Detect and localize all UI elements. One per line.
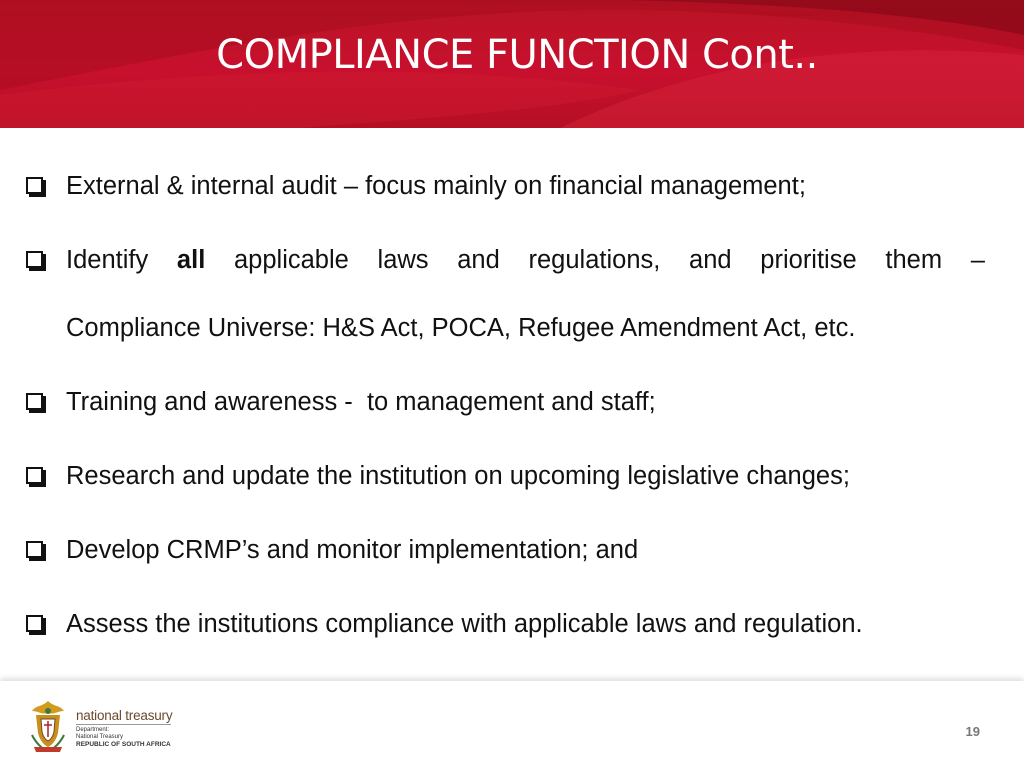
word: Identify [66,246,149,274]
bullet-text: External & internal audit – focus mainly on financial management; [66,172,806,200]
bullet-text-continued: Compliance Universe: H&S Act, POCA, Refugee Amendment Act, etc. [66,314,856,342]
coat-of-arms-icon [28,699,68,753]
word: them [885,246,943,274]
slide-footer [0,681,1024,768]
word: – [970,246,985,274]
checkbox-bullet-icon [26,177,43,194]
bullet-text: Training and awareness - to management and staff; [66,388,656,416]
checkbox-bullet-icon [26,541,43,558]
republic-label: REPUBLIC OF SOUTH AFRICA [76,741,171,748]
word: applicable [233,246,349,274]
checkbox-bullet-icon [26,615,43,632]
word: laws [377,246,429,274]
bullet-text: Research and update the institution on upcoming legislative changes; [66,462,850,490]
bullet-item [23,459,985,493]
bullet-item [23,385,985,419]
word: regulations, [528,246,661,274]
slide-title: COMPLIANCE FUNCTION Cont.. [216,32,818,78]
emphasis-word: all [176,246,206,274]
checkbox-bullet-icon [26,393,43,410]
department-label: Department: [76,727,110,733]
page-number: 19 [965,724,980,739]
word: and [689,246,732,274]
bullet-item [23,243,985,345]
bullet-text [66,243,985,277]
bullet-item [23,533,985,567]
bullet-item [23,169,985,203]
brand-divider [76,724,171,725]
bullet-item [23,607,985,641]
department-name: National Treasury [76,734,124,740]
checkbox-bullet-icon [26,467,43,484]
word: prioritise [760,246,857,274]
bullet-text: Develop CRMP’s and monitor implementation; and [66,536,639,564]
bullet-text: Assess the institutions compliance with applicable laws and regulation. [66,610,863,638]
brand-name: national treasury [76,708,173,723]
checkbox-bullet-icon [26,251,43,268]
word: and [457,246,500,274]
